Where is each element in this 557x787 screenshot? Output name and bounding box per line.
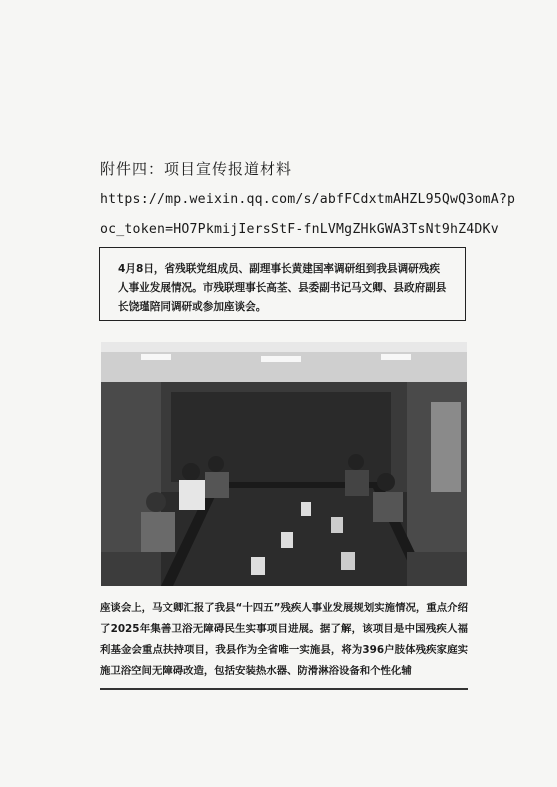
article-url-line-2[interactable]: oc_token=HO7PkmijIersStF-fnLVMgZHkGWA3TsNt9hZ4DKv [100, 222, 499, 237]
summary-box: 4月8日，省残联党组成员、副理事长黄建国率调研组到我县调研残疾人事业发展情况。市残联理事长高荃、县委副书记马文卿、县政府副县长饶瑾陪同调研或参加座谈会。 [99, 247, 466, 321]
article-body [100, 598, 468, 682]
meeting-photo [101, 342, 467, 586]
body-paragraph: 座谈会上，马文卿汇报了我县“十四五”残疾人事业发展规划实施情况，重点介绍了2025年集善卫浴无障碍民生实事项目进展。据了解，该项目是中国残疾人福利基金会重点扶持项目，我县作为全省唯一实施县，将为396户肢体残疾家庭实施卫浴空间无障碍改造，包括安装热水器、防滑淋浴设备和个性化辅 [100, 602, 468, 677]
attachment-heading: 附件四：项目宣传报道材料 [100, 160, 293, 178]
article-url-line-1[interactable]: https://mp.weixin.qq.com/s/abfFCdxtmAHZL95QwQ3omA?p [100, 192, 516, 207]
divider [100, 688, 468, 690]
meeting-photo-illustration [101, 342, 467, 586]
